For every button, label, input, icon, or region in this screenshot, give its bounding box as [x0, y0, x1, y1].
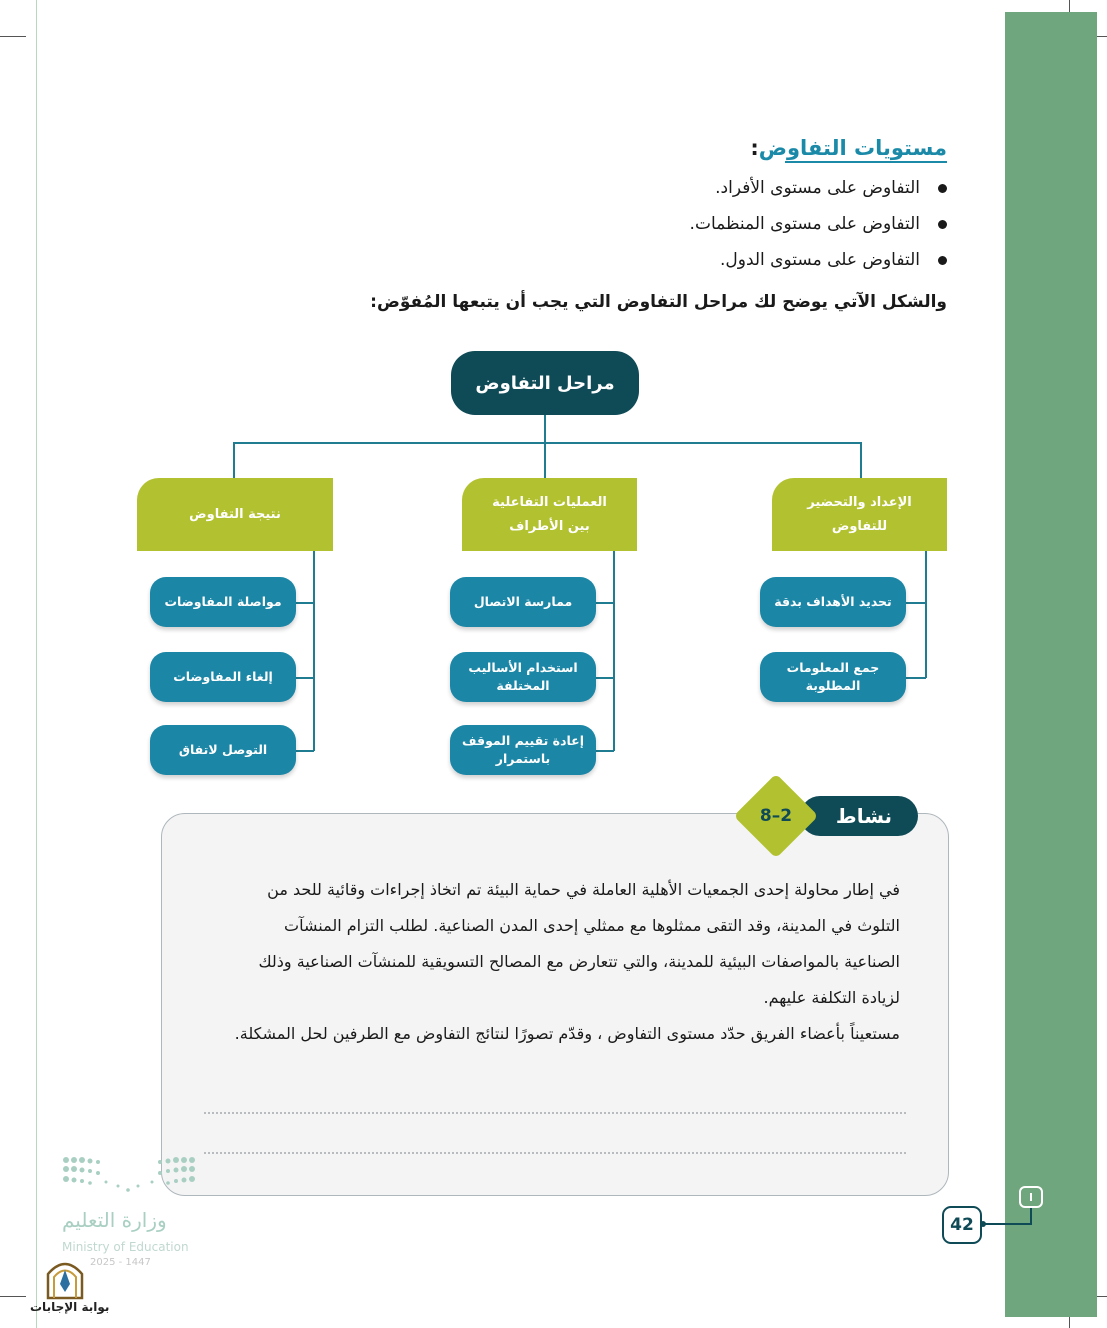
stage-item: التوصل لاتفاق	[150, 725, 296, 775]
diagram-root: مراحل التفاوض	[451, 351, 639, 415]
bullet-icon	[938, 220, 947, 229]
ministry-year: 2025 - 1447	[90, 1257, 151, 1268]
stage-item: جمع المعلومات المطلوبة	[760, 652, 906, 702]
connector-line	[596, 602, 614, 604]
connector-line	[860, 442, 862, 478]
levels-list	[690, 170, 947, 278]
ministry-name-en: Ministry of Education	[62, 1240, 189, 1254]
connector-line	[906, 602, 926, 604]
diagram-intro: والشكل الآتي يوضح لك مراحل التفاوض التي يجب أن يتبعها المُفوّض:	[370, 292, 947, 312]
connector-line	[596, 677, 614, 679]
list-item	[690, 242, 947, 278]
stage-item: استخدام الأساليب المختلفة	[450, 652, 596, 702]
stage-item: مواصلة المفاوضات	[150, 577, 296, 627]
stage-item: إلغاء المفاوضات	[150, 652, 296, 702]
section-title-underline	[785, 161, 947, 163]
connector-line	[313, 551, 315, 751]
portal-label[interactable]: بوابة الإجابات	[30, 1300, 110, 1314]
connector-line	[296, 677, 314, 679]
section-title-colon: :	[750, 136, 759, 160]
category-box-result: نتيجة التفاوض	[137, 478, 333, 551]
portal-logo-icon	[44, 1256, 86, 1300]
activity-text	[230, 872, 900, 1052]
stage-item: ممارسة الاتصال	[450, 577, 596, 627]
bullet-icon	[938, 256, 947, 265]
ministry-logo-icon	[62, 1156, 197, 1198]
list-item-text: التفاوض على مستوى الدول.	[719, 250, 920, 270]
page-margin-rule	[36, 0, 37, 1328]
category-box-interaction: العمليات التفاعلية بين الأطراف	[462, 478, 637, 551]
side-color-band	[1005, 12, 1097, 1317]
stage-item: تحديد الأهداف بدقة	[760, 577, 906, 627]
page-number: 42	[942, 1206, 982, 1244]
list-item	[690, 206, 947, 242]
stage-item: إعادة تقييم الموقف باستمرار	[450, 725, 596, 775]
section-title-text: مستويات التفاوض	[758, 136, 947, 160]
connector-line	[296, 602, 314, 604]
activity-paragraph: مستعيناً بأعضاء الفريق حدّد مستوى التفاوض ، وقدّم تصورًا لنتائج التفاوض مع الطرفين لحل المشكلة.	[234, 1024, 900, 1043]
connector-line	[296, 750, 314, 752]
connector-line	[613, 551, 615, 751]
connector-line	[544, 415, 546, 443]
activity-tab: نشاط	[800, 796, 918, 836]
ministry-name-ar: وزارة التعليم	[62, 1208, 167, 1232]
crop-mark	[0, 1296, 26, 1297]
answer-line[interactable]	[204, 1152, 906, 1154]
connector-line	[544, 442, 546, 478]
connector-line	[596, 750, 614, 752]
connector-line	[906, 677, 926, 679]
activity-number: 8–2	[759, 806, 793, 826]
connector-line	[233, 442, 862, 444]
connector-line	[233, 442, 235, 478]
list-item-text: التفاوض على مستوى المنظمات.	[689, 214, 920, 234]
answer-line[interactable]	[204, 1112, 906, 1114]
crop-mark	[0, 36, 26, 37]
page-number-connector-icon	[978, 1183, 1044, 1233]
section-title	[750, 136, 947, 160]
connector-line	[925, 551, 927, 678]
activity-paragraph: في إطار محاولة إحدى الجمعيات الأهلية العاملة في حماية البيئة تم اتخاذ إجراءات وقائية للحد من التلوث في المدينة، وقد التقى ممثلوها مع ممثلي إحدى المدن الصناعية. لطلب التزام المنشآت الصناعية بالمواصفات البيئية للمدينة، والتي تتعارض مع المصالح التسويقية للمنشآت الصناعية وذلك لزيادة التكلفة عليهم.	[258, 880, 900, 1007]
bullet-icon	[938, 184, 947, 193]
list-item	[690, 170, 947, 206]
category-box-preparation: الإعداد والتحضير للتفاوض	[772, 478, 947, 551]
list-item-text: التفاوض على مستوى الأفراد.	[715, 178, 920, 198]
